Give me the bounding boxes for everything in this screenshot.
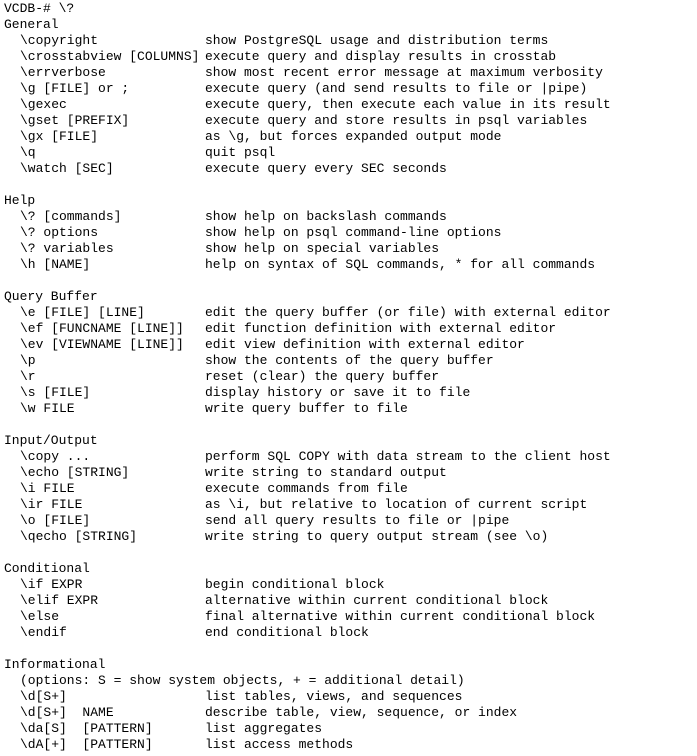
command-description: write query buffer to file <box>205 401 408 416</box>
help-row <box>0 401 697 417</box>
command-description: edit view definition with external editor <box>205 337 525 352</box>
help-row <box>0 529 697 545</box>
help-row <box>0 33 697 49</box>
blank-line <box>0 641 697 657</box>
command-description: end conditional block <box>205 625 369 640</box>
command-description: final alternative within current conditional block <box>205 609 596 624</box>
help-row <box>0 449 697 465</box>
command-name: \qecho [STRING] <box>20 529 138 544</box>
command-description: send all query results to file or |pipe <box>205 513 510 528</box>
section-title: Query Buffer <box>4 289 98 304</box>
command-description: as \g, but forces expanded output mode <box>205 129 502 144</box>
command-description: begin conditional block <box>205 577 385 592</box>
help-row <box>0 113 697 129</box>
command-description: execute query and store results in psql variables <box>205 113 588 128</box>
command-name: \d[S+] <box>20 689 67 704</box>
command-description: list tables, views, and sequences <box>205 689 463 704</box>
command-description: display history or save it to file <box>205 385 471 400</box>
command-name: \g [FILE] or ; <box>20 81 130 96</box>
command-description: edit the query buffer (or file) with external editor <box>205 305 611 320</box>
help-row <box>0 385 697 401</box>
section-title: General <box>4 17 59 32</box>
command-description: write string to standard output <box>205 465 447 480</box>
help-row <box>0 161 697 177</box>
help-row <box>0 737 697 753</box>
section-title: Input/Output <box>4 433 98 448</box>
section-title: Help <box>4 193 36 208</box>
command-name: \dA[+] [PATTERN] <box>20 737 153 752</box>
help-row <box>0 721 697 737</box>
help-section-help <box>0 193 697 289</box>
help-sections <box>0 17 697 753</box>
command-name: \gx [FILE] <box>20 129 99 144</box>
section-title: Informational <box>4 657 106 672</box>
help-row <box>0 577 697 593</box>
command-description: execute query, then execute each value in its result <box>205 97 611 112</box>
command-description: describe table, view, sequence, or index <box>205 705 518 720</box>
command-name: \if EXPR <box>20 577 83 592</box>
command-description: edit function definition with external editor <box>205 321 557 336</box>
help-row <box>0 257 697 273</box>
help-row <box>0 609 697 625</box>
command-description: execute commands from file <box>205 481 408 496</box>
command-description: show help on psql command-line options <box>205 225 502 240</box>
help-row <box>0 225 697 241</box>
command-name: \copyright <box>20 33 99 48</box>
options-note: (options: S = show system objects, + = additional detail) <box>20 673 465 688</box>
command-name: \i FILE <box>20 481 75 496</box>
command-description: show the contents of the query buffer <box>205 353 494 368</box>
command-name: \gset [PREFIX] <box>20 113 130 128</box>
command-description: list aggregates <box>205 721 323 736</box>
command-name: \echo [STRING] <box>20 465 130 480</box>
command-name: \d[S+] NAME <box>20 705 114 720</box>
command-name: \ef [FUNCNAME [LINE]] <box>20 321 184 336</box>
help-row <box>0 705 697 721</box>
command-prompt: VCDB-# \? <box>4 1 75 16</box>
blank-line <box>0 545 697 561</box>
command-description: execute query every SEC seconds <box>205 161 447 176</box>
help-row <box>0 497 697 513</box>
command-description: write string to query output stream (see \o) <box>205 529 549 544</box>
help-row <box>0 65 697 81</box>
help-row <box>0 321 697 337</box>
help-row <box>0 337 697 353</box>
help-row <box>0 305 697 321</box>
command-description: perform SQL COPY with data stream to the client host <box>205 449 611 464</box>
command-description: list access methods <box>205 737 354 752</box>
help-row <box>0 145 697 161</box>
help-row <box>0 689 697 705</box>
command-name: \watch [SEC] <box>20 161 114 176</box>
blank-line <box>0 177 697 193</box>
command-name: \s [FILE] <box>20 385 91 400</box>
blank-line <box>0 417 697 433</box>
command-description: quit psql <box>205 145 276 160</box>
help-section-general <box>0 17 697 193</box>
command-name: \? variables <box>20 241 114 256</box>
help-row <box>0 241 697 257</box>
command-name: \da[S] [PATTERN] <box>20 721 153 736</box>
command-name: \h [NAME] <box>20 257 91 272</box>
command-description: as \i, but relative to location of current script <box>205 497 588 512</box>
help-section-input-output <box>0 433 697 561</box>
help-row <box>0 481 697 497</box>
command-name: \else <box>20 609 60 624</box>
command-name: \crosstabview [COLUMNS] <box>20 49 200 64</box>
command-name: \e [FILE] [LINE] <box>20 305 145 320</box>
help-section-query-buffer <box>0 289 697 433</box>
help-section-conditional <box>0 561 697 657</box>
help-row <box>0 353 697 369</box>
command-description: show most recent error message at maximum verbosity <box>205 65 603 80</box>
help-row <box>0 465 697 481</box>
command-name: \gexec <box>20 97 67 112</box>
command-description: show help on special variables <box>205 241 440 256</box>
help-row <box>0 49 697 65</box>
command-description: execute query (and send results to file or |pipe) <box>205 81 588 96</box>
help-row <box>0 129 697 145</box>
help-row <box>0 369 697 385</box>
help-row <box>0 209 697 225</box>
command-description: show PostgreSQL usage and distribution terms <box>205 33 549 48</box>
help-row <box>0 625 697 641</box>
blank-line <box>0 273 697 289</box>
command-description: alternative within current conditional block <box>205 593 549 608</box>
help-section-informational <box>0 657 697 753</box>
command-name: \w FILE <box>20 401 75 416</box>
command-description: reset (clear) the query buffer <box>205 369 440 384</box>
help-row <box>0 81 697 97</box>
command-name: \r <box>20 369 36 384</box>
command-name: \? [commands] <box>20 209 122 224</box>
command-description: show help on backslash commands <box>205 209 447 224</box>
command-name: \copy ... <box>20 449 91 464</box>
command-description: help on syntax of SQL commands, * for all commands <box>205 257 596 272</box>
command-name: \ir FILE <box>20 497 83 512</box>
help-row <box>0 513 697 529</box>
command-name: \q <box>20 145 36 160</box>
command-name: \? options <box>20 225 99 240</box>
help-row <box>0 97 697 113</box>
command-name: \endif <box>20 625 67 640</box>
command-name: \p <box>20 353 36 368</box>
section-title: Conditional <box>4 561 90 576</box>
command-name: \elif EXPR <box>20 593 99 608</box>
help-row <box>0 593 697 609</box>
command-description: execute query and display results in crosstab <box>205 49 557 64</box>
command-name: \o [FILE] <box>20 513 91 528</box>
command-name: \errverbose <box>20 65 106 80</box>
command-name: \ev [VIEWNAME [LINE]] <box>20 337 184 352</box>
